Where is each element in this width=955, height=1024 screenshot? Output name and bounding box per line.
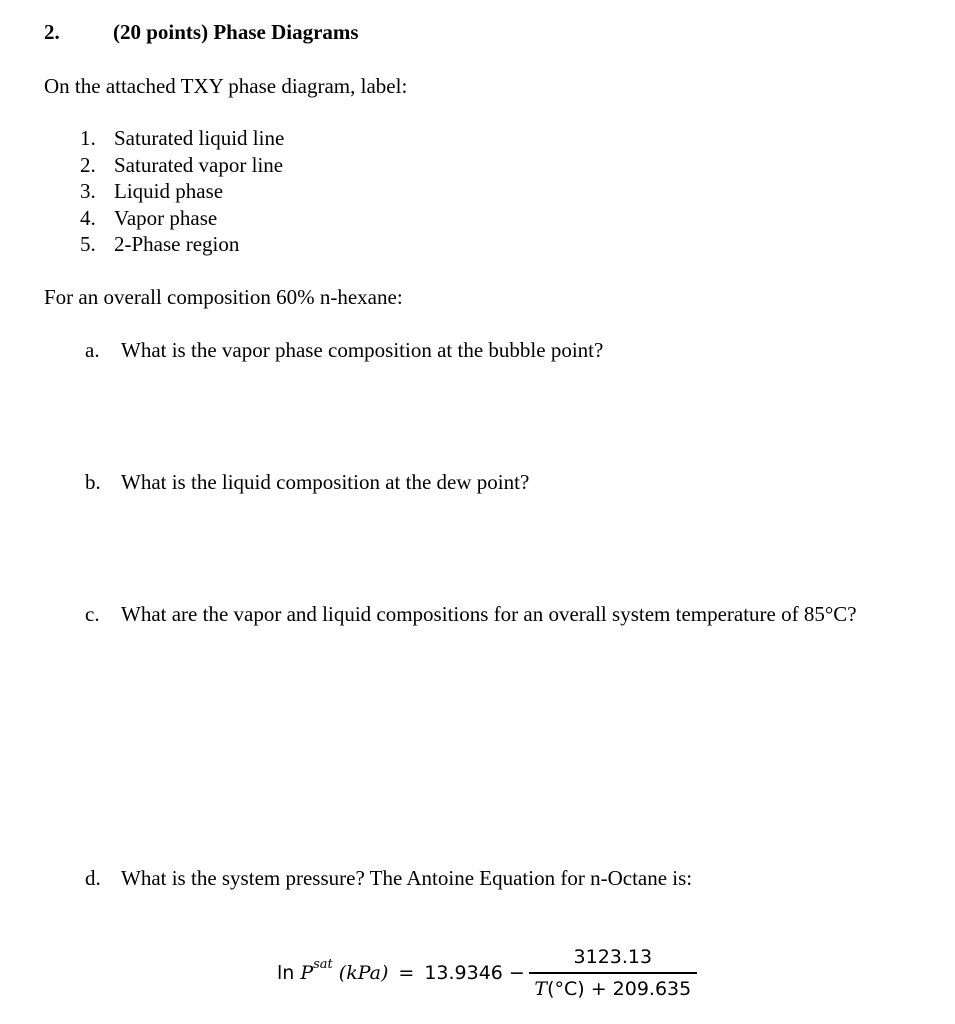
- question-title: (20 points) Phase Diagrams: [113, 20, 359, 44]
- equation-denominator-rest: (°C) + 209.635: [547, 977, 692, 1000]
- intro-text: On the attached TXY phase diagram, label:: [44, 74, 408, 98]
- list-item-text: Saturated liquid line: [114, 126, 285, 150]
- list-item: [80, 152, 284, 179]
- equation-equals: =: [398, 962, 415, 984]
- equation-denominator: [530, 974, 695, 1000]
- list-item-number: 4.: [80, 205, 96, 230]
- subquestion-letter: b.: [85, 470, 101, 494]
- overall-composition-prompt: For an overall composition 60% n-hexane:: [44, 285, 403, 309]
- list-item: [80, 205, 284, 232]
- subquestion-b: [85, 470, 529, 495]
- equation-numerator: 3123.13: [573, 946, 653, 969]
- list-item-text: Saturated vapor line: [114, 152, 284, 177]
- list-item-number: 2.: [80, 152, 96, 177]
- subquestion-letter: a.: [85, 338, 100, 362]
- subquestion-a: [85, 338, 603, 363]
- equation-temperature-symbol: T: [534, 977, 548, 1000]
- question-number: 2.: [44, 20, 60, 44]
- list-item-text: Liquid phase: [114, 179, 224, 203]
- list-item: [80, 178, 284, 205]
- antoine-equation: [277, 938, 697, 1008]
- equation-superscript: sat: [313, 956, 333, 972]
- label-list: [80, 125, 284, 258]
- equation-fraction: [529, 946, 697, 1000]
- equation-unit: (kPa): [338, 962, 389, 984]
- subquestion-letter: c.: [85, 602, 100, 626]
- equation-pressure-symbol: P: [300, 962, 314, 984]
- list-item: [80, 231, 284, 258]
- equation-ln: ln: [277, 962, 295, 984]
- list-item-text: 2-Phase region: [114, 232, 240, 256]
- subquestion-d: [85, 866, 692, 891]
- list-item-number: 5.: [80, 232, 96, 256]
- equation-minus: −: [508, 962, 525, 984]
- list-item-number: 3.: [80, 179, 96, 203]
- subquestion-text: What is the liquid composition at the dew point?: [121, 470, 530, 494]
- subquestion-text: What is the system pressure? The Antoine Equation for n-Octane is:: [121, 866, 693, 890]
- list-item: [80, 125, 284, 152]
- subquestion-text: What are the vapor and liquid compositions for an overall system temperature of 85°C?: [121, 602, 857, 626]
- list-item-number: 1.: [80, 126, 96, 150]
- list-item-text: Vapor phase: [114, 205, 218, 230]
- subquestion-c: [85, 602, 857, 627]
- subquestion-letter: d.: [85, 866, 101, 890]
- equation-constant: 13.9346: [424, 962, 503, 984]
- subquestion-text: What is the vapor phase composition at the bubble point?: [121, 338, 604, 362]
